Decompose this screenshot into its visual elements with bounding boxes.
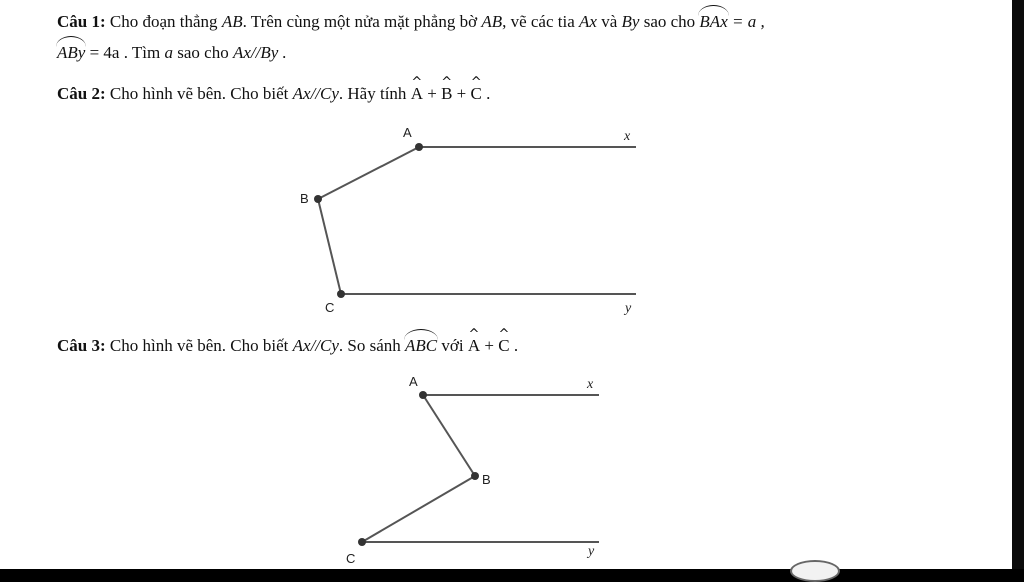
q1-variable: a [164,43,173,62]
q1-text: . Trên cùng một nửa mặt phẳng bờ [242,12,478,31]
q1-parallel: Ax//By . [232,43,287,62]
q1-ray: By [621,12,640,31]
fig1-label-y: y [625,301,632,316]
fig2-point-b [471,472,479,480]
fig2-segment-ab [423,395,475,476]
window-edge [1012,0,1024,569]
q1-text: Cho đoạn thẳng [109,12,218,31]
q3-angle-abc: ABC [405,336,438,355]
fig1-label-c: C [325,300,335,315]
q2-text: . Hãy tính [338,84,407,103]
q1-segment: AB [221,12,243,31]
q1-text: sao cho [643,12,696,31]
fig2-label-x: x [587,377,594,392]
q1-text: sao cho [177,43,229,62]
q2-end: . [486,84,491,103]
q2-text: Cho hình vẽ bên. Cho biết [109,84,289,103]
question-3-label: Câu 3: [57,336,106,355]
q3-text: Cho hình vẽ bên. Cho biết [109,336,289,355]
fig2-point-a [419,391,427,399]
q3-angle-a: ^ A [468,336,480,356]
q2-plus: + [427,84,437,103]
q1-angle-bax: BAx [699,12,728,31]
q1-equation: = 4a . Tìm [89,43,161,62]
q1-text: và [601,12,618,31]
q2-angle-c: ^ C [471,84,482,104]
fig1-label-x: x [624,129,631,144]
q3-text: với [441,336,464,355]
fig1-label-a: A [403,125,412,140]
floating-button[interactable] [790,560,840,582]
q3-end: . [513,336,519,355]
q2-angle-a: ^ A [411,84,423,104]
fig2-label-b: B [482,472,491,487]
q1-text: , vẽ các tia [502,12,575,31]
fig1-label-b: B [300,191,309,206]
question-1-label: Câu 1: [57,12,106,31]
q1-segment: AB [481,12,503,31]
fig2-label-y: y [588,544,595,559]
q3-parallel: Ax//Cy [292,336,339,355]
fig2-label-c: C [346,551,356,566]
q3-angle-c: ^ C [498,336,509,356]
q1-angle-aby: ABy [57,43,86,62]
fig2-segment-bc [362,476,475,542]
q3-text: . So sánh [338,336,401,355]
q2-parallel: Ax//Cy [292,84,339,103]
q3-plus: + [484,336,494,355]
q1-equation: = a , [732,12,765,31]
q2-angle-b: ^ B [441,84,452,104]
q1-ray: Ax [579,12,597,31]
q2-plus: + [456,84,467,103]
fig2-label-a: A [409,374,418,389]
fig2-point-c [358,538,366,546]
question-2-label: Câu 2: [57,84,106,103]
